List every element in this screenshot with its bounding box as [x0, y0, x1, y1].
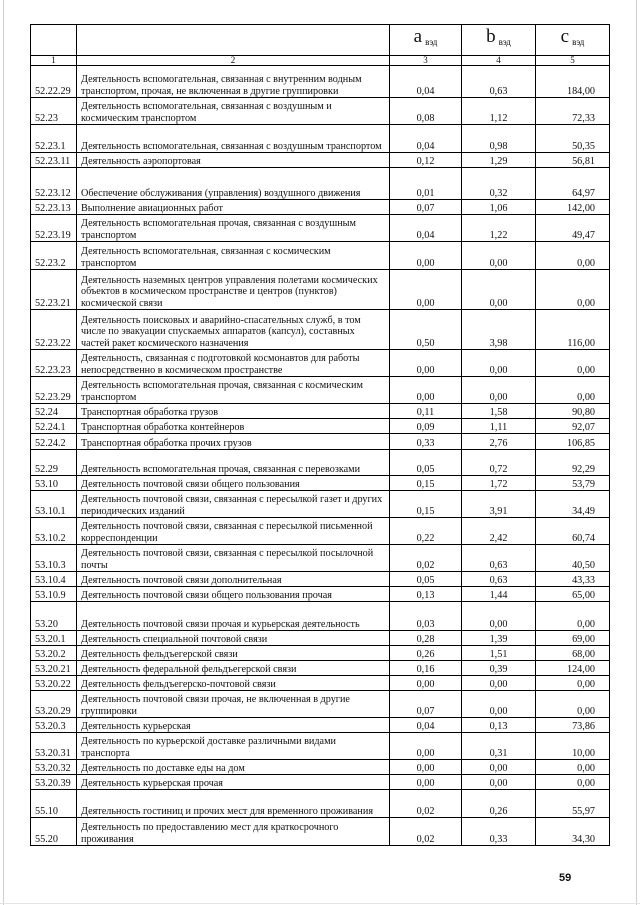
activity-name: Деятельность почтовой связи, связанная с пересылкой письменной корреспонденции [77, 518, 390, 545]
a-value: 0,15 [390, 476, 462, 491]
b-value: 0,00 [462, 270, 536, 310]
activity-name: Выполнение авиационных работ [77, 200, 390, 215]
activity-code: 52.24 [31, 404, 77, 419]
activity-name: Деятельность поисковых и аварийно-спасательных служб, в том числе по эвакуации спускаемых аппаратов (капсул), составных частей ракет космического назначения [77, 310, 390, 350]
a-value: 0,00 [390, 676, 462, 691]
table-row [31, 676, 610, 691]
table-row [31, 646, 610, 661]
a-letter: a [413, 26, 423, 48]
page-left-edge [3, 0, 4, 905]
bottom-edge-line [0, 903, 640, 904]
column-number-row [31, 56, 610, 66]
table-row [31, 775, 610, 790]
b-value: 0,26 [462, 790, 536, 818]
b-value: 0,63 [462, 572, 536, 587]
table-row [31, 242, 610, 270]
table-row [31, 66, 610, 98]
activity-name: Деятельность почтовой связи дополнительная [77, 572, 390, 587]
b-value: 1,06 [462, 200, 536, 215]
activity-name: Обеспечение обслуживания (управления) воздушного движения [77, 168, 390, 200]
table-row [31, 215, 610, 242]
b-value: 0,13 [462, 718, 536, 733]
b-value: 0,00 [462, 350, 536, 377]
column-number: 4 [462, 56, 536, 66]
activity-name: Деятельность аэропортовая [77, 153, 390, 168]
a-value: 0,09 [390, 419, 462, 434]
a-value: 0,50 [390, 310, 462, 350]
a-value: 0,12 [390, 153, 462, 168]
activity-code: 53.20 [31, 602, 77, 631]
c-value: 69,00 [536, 631, 610, 646]
table-row [31, 631, 610, 646]
coefficients-table [30, 24, 610, 846]
a-value: 0,07 [390, 200, 462, 215]
b-value: 3,98 [462, 310, 536, 350]
activity-name: Деятельность почтовой связи общего пользования [77, 476, 390, 491]
table-row [31, 125, 610, 153]
a-value: 0,11 [390, 404, 462, 419]
a-value: 0,00 [390, 242, 462, 270]
a-value: 0,16 [390, 661, 462, 676]
table-row [31, 718, 610, 733]
a-value: 0,13 [390, 587, 462, 602]
b-value: 1,72 [462, 476, 536, 491]
a-value: 0,00 [390, 377, 462, 404]
activity-code: 53.10.3 [31, 545, 77, 572]
b-value: 0,00 [462, 676, 536, 691]
a-value: 0,00 [390, 733, 462, 760]
c-value: 40,50 [536, 545, 610, 572]
table-row [31, 404, 610, 419]
a-value: 0,08 [390, 98, 462, 125]
activity-code: 53.20.22 [31, 676, 77, 691]
activity-name: Деятельность фельдъегерской связи [77, 646, 390, 661]
a-value: 0,04 [390, 125, 462, 153]
a-value: 0,02 [390, 790, 462, 818]
b-value: 0,31 [462, 733, 536, 760]
activity-code: 53.20.2 [31, 646, 77, 661]
table-row [31, 98, 610, 125]
page-number: 59 [559, 872, 572, 884]
activity-code: 52.23.19 [31, 215, 77, 242]
table-row [31, 270, 610, 310]
activity-name: Деятельность вспомогательная прочая, связанная с воздушным транспортом [77, 215, 390, 242]
activity-name: Транспортная обработка прочих грузов [77, 434, 390, 450]
a-value: 0,04 [390, 718, 462, 733]
table-row [31, 434, 610, 450]
c-value: 116,00 [536, 310, 610, 350]
a-value: 0,04 [390, 66, 462, 98]
activity-code: 52.23.2 [31, 242, 77, 270]
header-b-cell [462, 25, 536, 56]
activity-name: Деятельность курьерская прочая [77, 775, 390, 790]
b-value: 0,00 [462, 602, 536, 631]
column-number: 1 [31, 56, 77, 66]
activity-name: Деятельность вспомогательная, связанная с космическим транспортом [77, 242, 390, 270]
b-value: 2,42 [462, 518, 536, 545]
c-value: 0,00 [536, 242, 610, 270]
activity-code: 52.23.22 [31, 310, 77, 350]
activity-code: 52.23.23 [31, 350, 77, 377]
a-value: 0,02 [390, 818, 462, 846]
activity-code: 52.23.13 [31, 200, 77, 215]
table-row [31, 733, 610, 760]
b-value: 1,58 [462, 404, 536, 419]
activity-name: Деятельность вспомогательная, связанная с воздушным и космическим транспортом [77, 98, 390, 125]
activity-name: Деятельность почтовой связи, связанная с пересылкой газет и других периодических изданий [77, 491, 390, 518]
table-row [31, 572, 610, 587]
a-value: 0,04 [390, 215, 462, 242]
activity-name: Деятельность по предоставлению мест для краткосрочного проживания [77, 818, 390, 846]
c-value: 106,85 [536, 434, 610, 450]
c-value: 92,29 [536, 450, 610, 476]
b-value: 1,39 [462, 631, 536, 646]
c-value: 0,00 [536, 760, 610, 775]
table-row [31, 602, 610, 631]
activity-code: 52.22.29 [31, 66, 77, 98]
activity-code: 53.10.2 [31, 518, 77, 545]
activity-name: Деятельность вспомогательная прочая, связанная с перевозками [77, 450, 390, 476]
header-c-cell [536, 25, 610, 56]
activity-name: Деятельность гостиниц и прочих мест для временного проживания [77, 790, 390, 818]
a-value: 0,26 [390, 646, 462, 661]
c-value: 0,00 [536, 270, 610, 310]
b-value: 1,44 [462, 587, 536, 602]
header-name-cell [77, 25, 390, 56]
activity-code: 53.20.32 [31, 760, 77, 775]
activity-code: 53.20.39 [31, 775, 77, 790]
table-row [31, 153, 610, 168]
activity-code: 52.23.11 [31, 153, 77, 168]
activity-code: 52.23.1 [31, 125, 77, 153]
b-value: 1,29 [462, 153, 536, 168]
activity-code: 53.20.29 [31, 691, 77, 718]
activity-name: Деятельность федеральной фельдъегерской связи [77, 661, 390, 676]
c-value: 55,97 [536, 790, 610, 818]
c-value: 0,00 [536, 676, 610, 691]
activity-name: Деятельность почтовой связи, связанная с пересылкой посылочной почты [77, 545, 390, 572]
c-value: 64,97 [536, 168, 610, 200]
page-right-edge [636, 0, 637, 905]
c-value: 68,00 [536, 646, 610, 661]
table-row [31, 419, 610, 434]
activity-code: 53.20.1 [31, 631, 77, 646]
activity-name: Деятельность, связанная с подготовкой космонавтов для работы непосредственно в космическом пространстве [77, 350, 390, 377]
a-value: 0,00 [390, 350, 462, 377]
header-a-cell [390, 25, 462, 56]
table-row [31, 377, 610, 404]
activity-name: Деятельность почтовой связи общего пользования прочая [77, 587, 390, 602]
c-value: 34,49 [536, 491, 610, 518]
a-value: 0,01 [390, 168, 462, 200]
b-value: 0,00 [462, 775, 536, 790]
activity-code: 52.23.21 [31, 270, 77, 310]
c-subscript: вэд [572, 37, 585, 48]
table-row [31, 168, 610, 200]
table-row [31, 691, 610, 718]
activity-name: Транспортная обработка грузов [77, 404, 390, 419]
c-value: 50,35 [536, 125, 610, 153]
table-row [31, 310, 610, 350]
c-value: 0,00 [536, 775, 610, 790]
c-value: 56,81 [536, 153, 610, 168]
table-row [31, 760, 610, 775]
b-letter: b [486, 26, 496, 48]
a-value: 0,22 [390, 518, 462, 545]
activity-code: 53.20.3 [31, 718, 77, 733]
b-value: 0,00 [462, 242, 536, 270]
b-value: 0,33 [462, 818, 536, 846]
activity-name: Деятельность по курьерской доставке различными видами транспорта [77, 733, 390, 760]
c-value: 0,00 [536, 602, 610, 631]
b-value: 2,76 [462, 434, 536, 450]
b-value: 0,00 [462, 377, 536, 404]
table-row [31, 491, 610, 518]
table-row [31, 587, 610, 602]
a-subscript: вэд [425, 37, 438, 48]
c-value: 49,47 [536, 215, 610, 242]
c-value: 92,07 [536, 419, 610, 434]
activity-code: 53.10.9 [31, 587, 77, 602]
activity-code: 52.23 [31, 98, 77, 125]
b-value: 3,91 [462, 491, 536, 518]
c-value: 43,33 [536, 572, 610, 587]
column-number: 5 [536, 56, 610, 66]
a-value: 0,02 [390, 545, 462, 572]
activity-name: Деятельность по доставке еды на дом [77, 760, 390, 775]
activity-code: 52.23.29 [31, 377, 77, 404]
header-row [31, 25, 610, 56]
activity-code: 52.24.1 [31, 419, 77, 434]
b-value: 0,98 [462, 125, 536, 153]
a-value: 0,05 [390, 572, 462, 587]
activity-code: 55.10 [31, 790, 77, 818]
b-value: 0,39 [462, 661, 536, 676]
table-row [31, 518, 610, 545]
table-row [31, 661, 610, 676]
b-value: 0,63 [462, 545, 536, 572]
c-value: 53,79 [536, 476, 610, 491]
table-row [31, 450, 610, 476]
activity-name: Деятельность курьерская [77, 718, 390, 733]
activity-code: 53.10 [31, 476, 77, 491]
a-value: 0,15 [390, 491, 462, 518]
activity-code: 53.20.31 [31, 733, 77, 760]
c-value: 60,74 [536, 518, 610, 545]
c-value: 72,33 [536, 98, 610, 125]
a-value: 0,00 [390, 760, 462, 775]
activity-name: Деятельность вспомогательная, связанная с внутренним водным транспортом, прочая, не включенная в другие группировки [77, 66, 390, 98]
b-value: 0,00 [462, 760, 536, 775]
table-row [31, 476, 610, 491]
c-value: 73,86 [536, 718, 610, 733]
activity-name: Деятельность почтовой связи прочая, не включенная в другие группировки [77, 691, 390, 718]
activity-name: Деятельность фельдъегерско-почтовой связи [77, 676, 390, 691]
table-row [31, 790, 610, 818]
activity-name: Деятельность почтовой связи прочая и курьерская деятельность [77, 602, 390, 631]
a-value: 0,00 [390, 775, 462, 790]
activity-code: 52.23.12 [31, 168, 77, 200]
activity-code: 53.10.1 [31, 491, 77, 518]
b-value: 1,12 [462, 98, 536, 125]
a-value: 0,28 [390, 631, 462, 646]
a-value: 0,00 [390, 270, 462, 310]
c-value: 124,00 [536, 661, 610, 676]
activity-name: Деятельность специальной почтовой связи [77, 631, 390, 646]
c-letter: c [560, 26, 570, 48]
b-value: 0,00 [462, 691, 536, 718]
activity-name: Деятельность вспомогательная, связанная с воздушным транспортом [77, 125, 390, 153]
c-value: 65,00 [536, 587, 610, 602]
c-value: 10,00 [536, 733, 610, 760]
activity-name: Деятельность наземных центров управления полетами космических объектов в космическом пространстве и центров (пунктов) космической связи [77, 270, 390, 310]
header-code-cell [31, 25, 77, 56]
table-row [31, 200, 610, 215]
activity-code: 55.20 [31, 818, 77, 846]
c-value: 0,00 [536, 350, 610, 377]
table-row [31, 350, 610, 377]
table-row [31, 818, 610, 846]
activity-name: Деятельность вспомогательная прочая, связанная с космическим транспортом [77, 377, 390, 404]
activity-code: 52.24.2 [31, 434, 77, 450]
column-number: 3 [390, 56, 462, 66]
b-value: 1,11 [462, 419, 536, 434]
c-value: 184,00 [536, 66, 610, 98]
b-value: 1,22 [462, 215, 536, 242]
activity-code: 52.29 [31, 450, 77, 476]
b-subscript: вэд [498, 37, 511, 48]
c-value: 34,30 [536, 818, 610, 846]
c-value: 142,00 [536, 200, 610, 215]
table-row [31, 545, 610, 572]
b-value: 0,72 [462, 450, 536, 476]
c-value: 0,00 [536, 691, 610, 718]
b-value: 1,51 [462, 646, 536, 661]
b-value: 0,32 [462, 168, 536, 200]
a-value: 0,07 [390, 691, 462, 718]
activity-code: 53.10.4 [31, 572, 77, 587]
activity-code: 53.20.21 [31, 661, 77, 676]
a-value: 0,33 [390, 434, 462, 450]
a-value: 0,05 [390, 450, 462, 476]
c-value: 90,80 [536, 404, 610, 419]
a-value: 0,03 [390, 602, 462, 631]
activity-name: Транспортная обработка контейнеров [77, 419, 390, 434]
column-number: 2 [77, 56, 390, 66]
c-value: 0,00 [536, 377, 610, 404]
b-value: 0,63 [462, 66, 536, 98]
